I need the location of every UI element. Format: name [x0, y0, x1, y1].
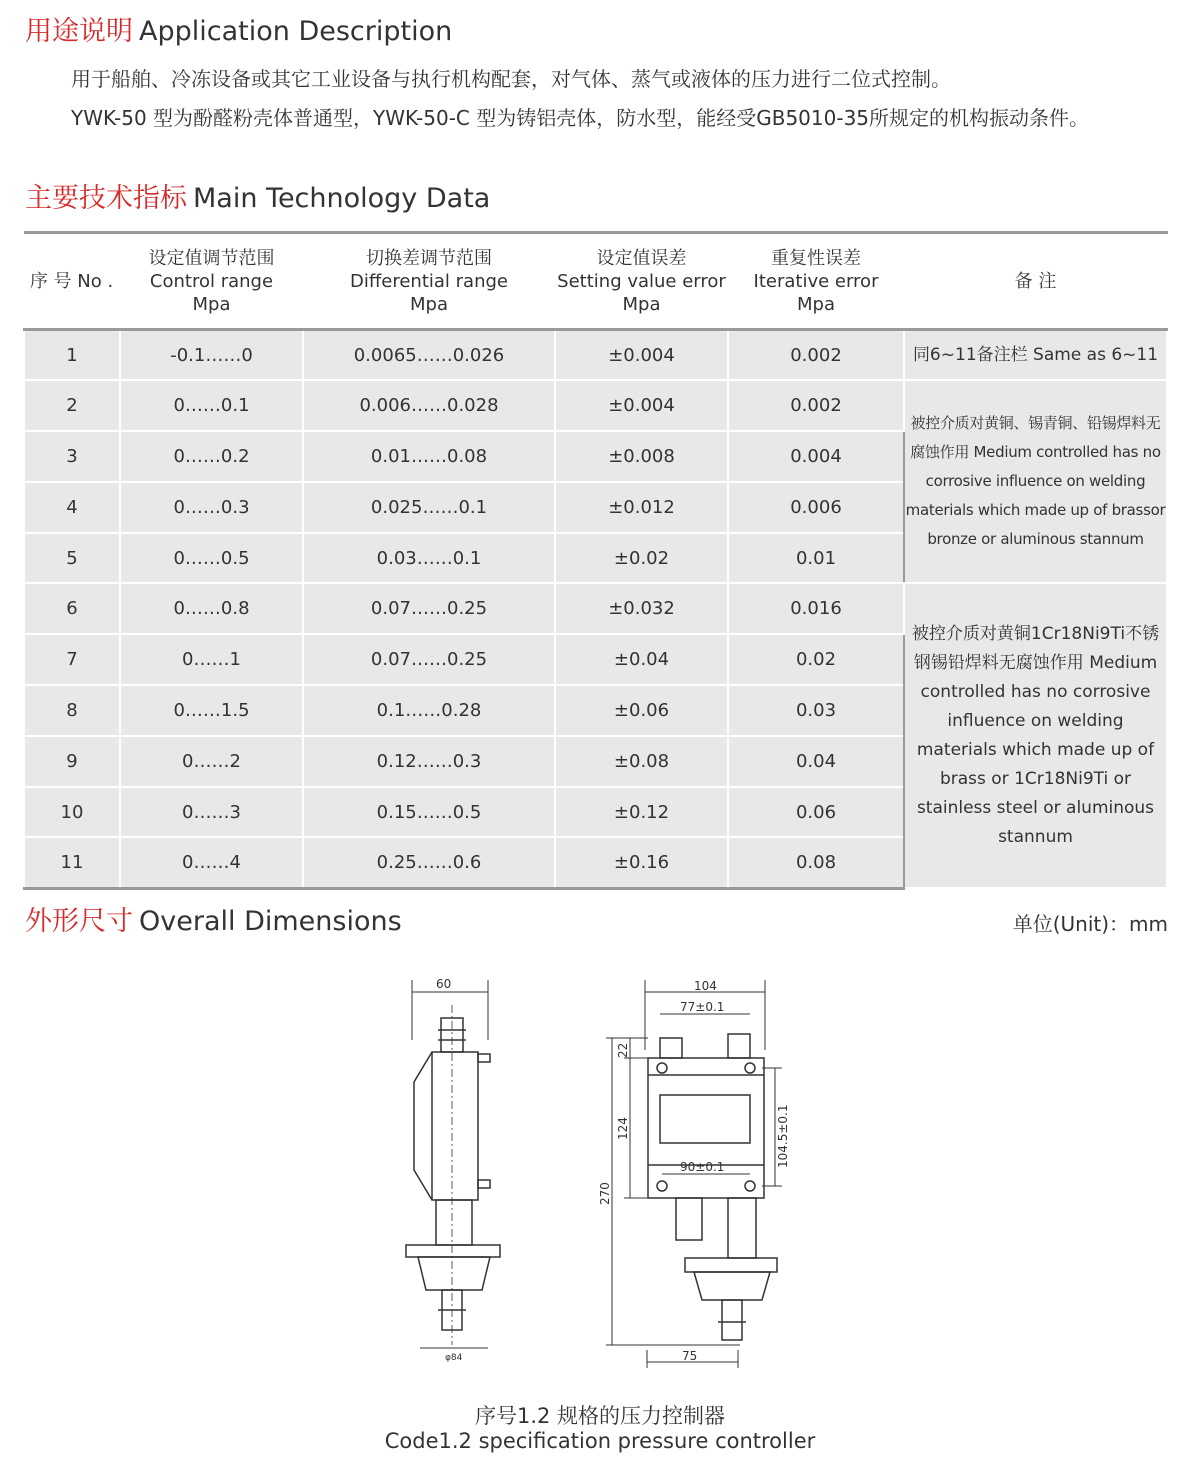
cell-differential-range: 0.07……0.25	[303, 583, 555, 634]
section-heading-cn: 用途说明	[25, 16, 133, 47]
cell-iterative-error: 0.004	[728, 431, 904, 482]
cell-differential-range: 0.03……0.1	[303, 533, 555, 584]
cell-differential-range: 0.15……0.5	[303, 787, 555, 838]
cell-control-range: 0……1.5	[120, 685, 303, 736]
cell-differential-range: 0.12……0.3	[303, 736, 555, 787]
header-diff-cn: 切换差调节范围	[366, 247, 492, 269]
cell-no: 11	[24, 837, 120, 888]
header-control-cn: 设定值调节范围	[148, 247, 275, 269]
header-no-text: 序 号 No .	[29, 270, 114, 292]
header-no	[24, 233, 120, 330]
description-line-1: 用于船舶、冷冻设备或其它工业设备与执行机构配套，对气体、蒸气或液体的压力进行二位式控制。	[71, 67, 951, 91]
table-row	[24, 583, 1167, 634]
cell-no: 4	[24, 482, 120, 533]
cell-differential-range: 0.0065……0.026	[303, 330, 555, 381]
cell-control-range: 0……1	[120, 634, 303, 685]
header-diff-unit: Mpa	[410, 293, 448, 315]
header-iter-unit: Mpa	[797, 293, 835, 315]
cell-setting-error: ±0.012	[555, 482, 728, 533]
cell-note: 被控介质对黄铜1Cr18Ni9Ti不锈钢锡铅焊料无腐蚀作用 Medium controlled has no corrosive influence on welding materials which made up of brass or 1Cr18Ni9Ti or stainless steel or aluminous stannum	[904, 583, 1167, 888]
section-heading-tech-data	[25, 182, 490, 216]
section-heading-cn: 外形尺寸	[25, 906, 133, 937]
cell-control-range: 0……0.5	[120, 533, 303, 584]
unit-label: 单位(Unit)：mm	[1012, 912, 1168, 936]
header-note-text: 备 注	[1014, 270, 1057, 292]
cell-iterative-error: 0.03	[728, 685, 904, 736]
cell-control-range: 0……0.1	[120, 380, 303, 431]
header-iter-cn: 重复性误差	[771, 247, 861, 269]
cell-note: 被控介质对黄铜、锡青铜、铅锡焊料无腐蚀作用 Medium controlled has no corrosive influence on welding materials which made up of brassor bronze or aluminous stannum	[904, 380, 1167, 583]
cell-no: 3	[24, 431, 120, 482]
section-heading-dimensions	[25, 905, 402, 939]
section-heading-en: Application Description	[139, 16, 453, 47]
cell-note: 同6~11备注栏 Same as 6~11	[904, 330, 1167, 381]
cell-iterative-error: 0.06	[728, 787, 904, 838]
dim-bottom-width: 75	[682, 1349, 698, 1363]
cell-iterative-error: 0.02	[728, 634, 904, 685]
cell-differential-range: 0.006……0.028	[303, 380, 555, 431]
drawing-caption-en: Code1.2 specification pressure controller	[384, 1429, 816, 1453]
dimension-drawing	[0, 950, 1200, 1390]
cell-setting-error: ±0.02	[555, 533, 728, 584]
cell-control-range: 0……0.3	[120, 482, 303, 533]
cell-iterative-error: 0.016	[728, 583, 904, 634]
cell-differential-range: 0.025……0.1	[303, 482, 555, 533]
cell-setting-error: ±0.16	[555, 837, 728, 888]
cell-control-range: 0……3	[120, 787, 303, 838]
dim-body-height: 124	[616, 1117, 630, 1140]
cell-no: 1	[24, 330, 120, 381]
cell-control-range: 0……0.2	[120, 431, 303, 482]
section-heading-cn: 主要技术指标	[25, 183, 187, 214]
cell-setting-error: ±0.12	[555, 787, 728, 838]
cell-setting-error: ±0.004	[555, 330, 728, 381]
cell-no: 9	[24, 736, 120, 787]
description-text	[25, 60, 1175, 138]
side-view-drawing	[406, 977, 500, 1363]
cell-no: 5	[24, 533, 120, 584]
cell-setting-error: ±0.06	[555, 685, 728, 736]
dim-left-width: 60	[436, 977, 452, 991]
header-control-unit: Mpa	[192, 293, 231, 315]
cell-iterative-error: 0.01	[728, 533, 904, 584]
table-row	[24, 330, 1167, 381]
cell-no: 7	[24, 634, 120, 685]
cell-control-range: 0……2	[120, 736, 303, 787]
cell-control-range: 0……4	[120, 837, 303, 888]
cell-control-range: 0……0.8	[120, 583, 303, 634]
cell-no: 10	[24, 787, 120, 838]
cell-iterative-error: 0.006	[728, 482, 904, 533]
cell-no: 8	[24, 685, 120, 736]
header-control-range	[120, 233, 303, 330]
header-differential-range	[303, 233, 555, 330]
cell-iterative-error: 0.04	[728, 736, 904, 787]
description-line-2: YWK-50 型为酚醛粉壳体普通型，YWK-50-C 型为铸铝壳体，防水型，能经受GB5010-35所规定的机构振动条件。	[71, 106, 1090, 130]
cell-control-range: -0.1……0	[120, 330, 303, 381]
header-iter-en: Iterative error	[753, 270, 879, 292]
header-set-en: Setting value error	[557, 270, 726, 292]
cell-setting-error: ±0.08	[555, 736, 728, 787]
dim-total-height: 270	[598, 1182, 612, 1205]
header-control-en: Control range	[149, 270, 274, 292]
cell-iterative-error: 0.08	[728, 837, 904, 888]
table-header-row	[24, 233, 1167, 330]
dim-top-height: 22	[616, 1042, 630, 1058]
section-heading-en: Main Technology Data	[193, 183, 491, 214]
header-iterative-error	[728, 233, 904, 330]
cell-differential-range: 0.07……0.25	[303, 634, 555, 685]
cell-no: 6	[24, 583, 120, 634]
dim-hole-spacing-top: 77±0.1	[680, 1000, 725, 1014]
cell-setting-error: ±0.008	[555, 431, 728, 482]
header-note	[904, 233, 1167, 330]
header-set-cn: 设定值误差	[596, 247, 687, 269]
cell-differential-range: 0.25……0.6	[303, 837, 555, 888]
cell-iterative-error: 0.002	[728, 330, 904, 381]
table-row	[24, 380, 1167, 431]
dim-vertical-spacing: 104.5±0.1	[776, 1104, 790, 1168]
header-set-unit: Mpa	[622, 293, 661, 315]
section-heading-en: Overall Dimensions	[139, 906, 402, 937]
cell-setting-error: ±0.032	[555, 583, 728, 634]
cell-differential-range: 0.01……0.08	[303, 431, 555, 482]
cell-setting-error: ±0.04	[555, 634, 728, 685]
cell-setting-error: ±0.004	[555, 380, 728, 431]
front-view-drawing	[598, 979, 790, 1368]
dim-left-base: φ84	[445, 1353, 463, 1363]
dim-total-width: 104	[694, 979, 717, 993]
spec-table	[23, 231, 1168, 890]
drawing-caption-cn: 序号1.2 规格的压力控制器	[474, 1404, 726, 1428]
header-diff-en: Differential range	[350, 270, 508, 292]
cell-differential-range: 0.1……0.28	[303, 685, 555, 736]
section-heading-application	[25, 15, 452, 49]
cell-iterative-error: 0.002	[728, 380, 904, 431]
dim-hole-spacing-bottom: 90±0.1	[680, 1160, 725, 1174]
header-setting-error	[555, 233, 728, 330]
cell-no: 2	[24, 380, 120, 431]
